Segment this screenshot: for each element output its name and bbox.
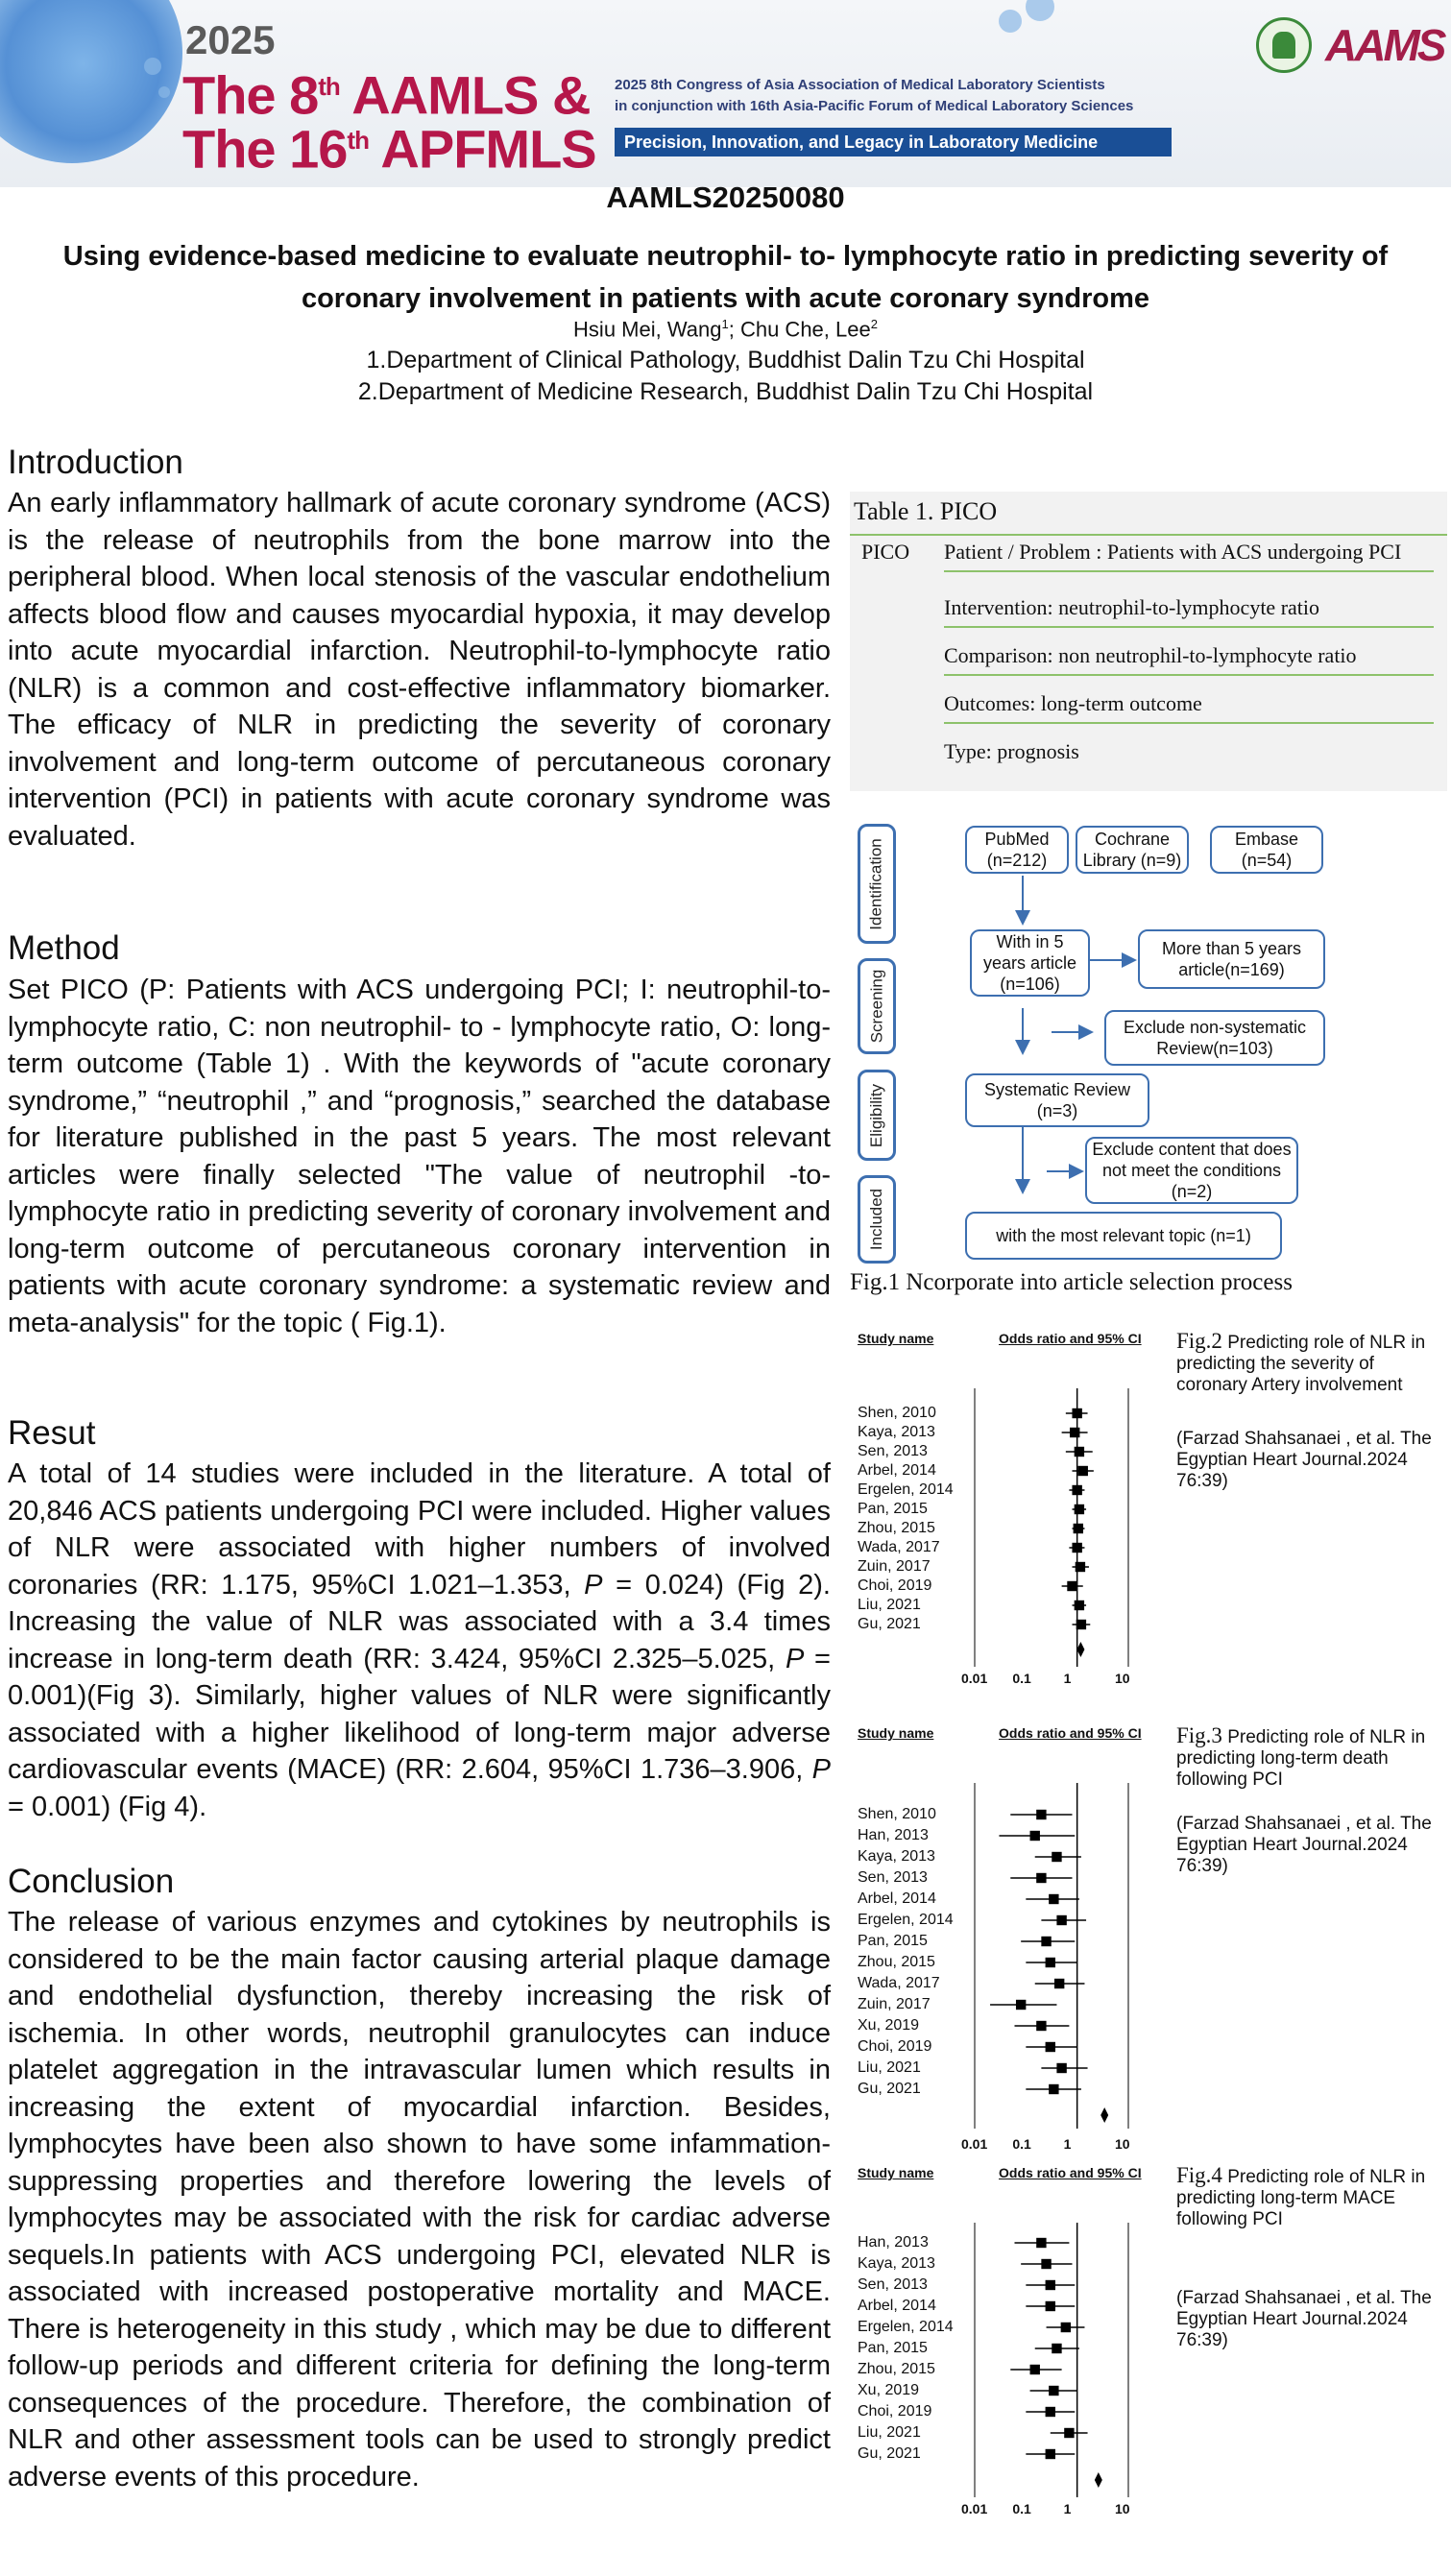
odds-ratio-marker (1075, 1601, 1084, 1610)
study-label: Zuin, 2017 (858, 1558, 931, 1575)
decor-dot (1026, 0, 1054, 21)
conference-banner (0, 0, 1451, 187)
odds-ratio-marker (1076, 1562, 1085, 1572)
aams-logo: AAMS (1325, 20, 1444, 70)
affiliation-2: 2.Department of Medicine Research, Buddhist Dalin Tzu Chi Hospital (357, 378, 1094, 405)
axis-tick-label: 0.01 (961, 2136, 988, 2152)
pico-divider (850, 534, 1447, 536)
globe-graphic (0, 0, 182, 163)
study-label: Kaya, 2013 (858, 2255, 935, 2272)
study-label: Sen, 2013 (858, 2276, 928, 2293)
study-label: Zhou, 2015 (858, 2361, 935, 2377)
axis-tick-label: 1 (1063, 1671, 1072, 1686)
study-label: Shen, 2010 (858, 1405, 936, 1421)
study-label: Kaya, 2013 (858, 1424, 935, 1440)
forest-plot-fig4 (850, 2165, 1451, 2530)
pico-table (850, 492, 1447, 791)
selection-flowchart (850, 816, 1447, 1295)
odds-ratio-marker (1075, 1447, 1084, 1457)
fp-study-header: Study name (858, 1725, 934, 1741)
banner-subtitle-1: 2025 8th Congress of Asia Association of Medical Laboratory Scientists (615, 77, 1105, 93)
pooled-estimate-diamond (1100, 2107, 1108, 2123)
abstract-code: AAMLS20250080 (606, 181, 845, 214)
study-label: Xu, 2019 (858, 2017, 920, 2034)
study-label: Ergelen, 2014 (858, 1481, 954, 1498)
study-label: Ergelen, 2014 (858, 1912, 954, 1928)
box-exclude-content: Exclude content that does not meet the conditions (n=2) (1085, 1137, 1298, 1204)
hospital-emblem-icon (1256, 17, 1312, 73)
study-label: Zhou, 2015 (858, 1954, 935, 1970)
axis-tick-label: 0.1 (1012, 2136, 1031, 2152)
banner-year: 2025 (185, 17, 276, 62)
study-label: Gu, 2021 (858, 1616, 921, 1632)
pico-row-intervention: Intervention: neutrophil-to-lymphocyte ratio (944, 595, 1434, 628)
axis-tick-label: 10 (1115, 2501, 1130, 2516)
box-more-than-5-years: More than 5 years article(n=169) (1138, 929, 1325, 989)
odds-ratio-marker (1064, 2428, 1074, 2438)
stage-included: Included (858, 1175, 896, 1264)
axis-tick-label: 10 (1115, 1671, 1130, 1686)
forest-plot-fig3 (850, 1723, 1451, 2152)
odds-ratio-marker (1061, 2323, 1071, 2332)
conclusion-heading: Conclusion (8, 1863, 175, 1900)
odds-ratio-marker (1036, 2238, 1046, 2248)
odds-ratio-marker (1074, 1524, 1083, 1533)
fig4-reference: (Farzad Shahsanaei , et al. The Egyptian Heart Journal.2024 76:39) (1176, 2288, 1432, 2350)
fp-or-header: Odds ratio and 95% CI (999, 2165, 1142, 2180)
odds-ratio-marker (1016, 2000, 1026, 2010)
odds-ratio-marker (1046, 2301, 1055, 2311)
study-label: Liu, 2021 (858, 1597, 921, 1613)
odds-ratio-marker (1072, 1485, 1081, 1495)
axis-tick-label: 1 (1063, 2136, 1072, 2152)
odds-ratio-marker (1046, 2280, 1055, 2290)
study-label: Arbel, 2014 (858, 1890, 936, 1907)
study-label: Wada, 2017 (858, 1975, 940, 1991)
odds-ratio-marker (1056, 1915, 1066, 1925)
odds-ratio-marker (1076, 1620, 1086, 1629)
odds-ratio-marker (1054, 1979, 1064, 1988)
odds-ratio-marker (1049, 2386, 1058, 2395)
study-label: Choi, 2019 (858, 1577, 932, 1594)
method-heading: Method (8, 929, 120, 967)
box-pubmed: PubMed (n=212) (965, 826, 1069, 874)
odds-ratio-marker (1078, 1466, 1088, 1476)
odds-ratio-marker (1036, 1810, 1046, 1819)
odds-ratio-marker (1067, 1581, 1076, 1591)
fig3-reference: (Farzad Shahsanaei , et al. The Egyptian Heart Journal.2024 76:39) (1176, 1814, 1432, 1876)
box-within-5-years: With in 5 years article (n=106) (970, 929, 1090, 997)
pico-row-patient: Patient / Problem : Patients with ACS undergoing PCI (944, 540, 1434, 572)
box-systematic-review: Systematic Review (n=3) (965, 1073, 1149, 1127)
study-label: Arbel, 2014 (858, 2298, 936, 2314)
fig2-reference: (Farzad Shahsanaei , et al. The Egyptian Heart Journal.2024 76:39) (1176, 1429, 1432, 1491)
box-embase: Embase (n=54) (1210, 826, 1323, 874)
odds-ratio-marker (1052, 2344, 1061, 2353)
study-label: Xu, 2019 (858, 2382, 920, 2398)
stage-screening: Screening (858, 958, 896, 1054)
decor-dot (999, 10, 1022, 33)
study-label: Pan, 2015 (858, 2340, 928, 2356)
banner-line2: The 16th APFMLS (182, 118, 596, 180)
study-label: Choi, 2019 (858, 2038, 932, 2055)
study-label: Zhou, 2015 (858, 1520, 935, 1536)
box-exclude-non-systematic: Exclude non-systematic Review(n=103) (1104, 1010, 1325, 1066)
fp-or-header: Odds ratio and 95% CI (999, 1725, 1142, 1741)
authors: Hsiu Mei, Wang$^1$; Chu Che, Lee$^2$ (573, 317, 878, 342)
study-label: Sen, 2013 (858, 1869, 928, 1886)
method-text: Set PICO (P: Patients with ACS undergoing PCI; I: neutrophil-to-lymphocyte ratio, C: non neutrophil- to - lymphocyte ratio, O: long-term outcome (Table 1) . With the keywords of "acute coronary syndrome,” “neutrophil ,” and “prognosis,” searched the database for literature published in the past 5 years. The most relevant articles were finally selected "The value of neutrophil -to- lymphocyte ratio in predicting severity of coronary involvement and long-term outcome of percutaneous coronary intervention in patients with acute coronary syndrome: a systematic review and meta-analysis" for the topic ( Fig.1). (8, 975, 831, 1338)
odds-ratio-marker (1041, 2259, 1051, 2269)
odds-ratio-marker (1072, 1408, 1081, 1418)
study-label: Liu, 2021 (858, 2059, 921, 2076)
fp-study-header: Study name (858, 1331, 934, 1346)
odds-ratio-marker (1030, 2365, 1040, 2374)
axis-tick-label: 0.1 (1012, 2501, 1031, 2516)
poster-title: Using evidence-based medicine to evaluate neutrophil- to- lymphocyte ratio in predicting severity of coronary involvement in patients with acute coronary syndrome (62, 241, 1389, 314)
study-label: Ergelen, 2014 (858, 2319, 954, 2335)
odds-ratio-marker (1046, 1958, 1055, 1967)
pooled-estimate-diamond (1076, 1642, 1084, 1657)
study-label: Pan, 2015 (858, 1501, 928, 1517)
stage-eligibility: Eligibility (858, 1070, 896, 1161)
banner-tagline: Precision, Innovation, and Legacy in Laboratory Medicine (615, 128, 1172, 156)
result-heading: Resut (8, 1414, 96, 1452)
pico-label: PICO (861, 540, 910, 564)
odds-ratio-marker (1046, 2449, 1055, 2459)
odds-ratio-marker (1072, 1543, 1081, 1553)
forest-plot-fig2 (850, 1331, 1451, 1686)
pico-row-outcomes: Outcomes: long-term outcome (944, 691, 1434, 724)
pico-caption: Table 1. PICO (854, 497, 998, 525)
axis-tick-label: 0.1 (1012, 1671, 1031, 1686)
fig1-caption: Fig.1 Ncorporate into article selection process (850, 1269, 1293, 1295)
axis-tick-label: 0.01 (961, 2501, 988, 2516)
odds-ratio-marker (1036, 1873, 1046, 1883)
study-label: Liu, 2021 (858, 2424, 921, 2441)
study-label: Gu, 2021 (858, 2081, 921, 2097)
study-label: Han, 2013 (858, 1827, 929, 1843)
decor-dot (144, 58, 161, 75)
introduction-text: An early inflammatory hallmark of acute coronary syndrome (ACS) is the release of neutrophils from the bone marrow into the peripheral blood. When local stenosis of the vascular endothelium affects blood flow and causes myocardial hypoxia, it may develop into acute myocardial infarction. Neutrophil-to-lymphocyte ratio (NLR) is a common and cost-effective inflammatory biomarker. The efficacy of NLR in predicting the severity of coronary involvement and long-term outcome of percutaneous coronary intervention (PCI) in patients with acute coronary syndrome was evaluated. (8, 488, 831, 852)
decor-dot (158, 86, 170, 98)
box-included: with the most relevant topic (n=1) (965, 1212, 1282, 1260)
result-text: A total of 14 studies were included in the literature. A total of 20,846 ACS patients undergoing PCI were included. Higher values of NLR were associated with higher numbers of involved coronaries (RR: 1.175, 95%CI 1.021–1.353, P = 0.024) (Fig 2). Increasing the value of NLR was associated with a 3.4 times increase in long-term death (RR: 3.424, 95%CI 2.325–5.025, P = 0.001)(Fig 3). Similarly, higher values of NLR were significantly associated with a higher likelihood of long-term major adverse cardiovascular events (MACE) (RR: 2.604, 95%CI 1.736–3.906, P = 0.001) (Fig 4). (8, 1458, 831, 1822)
odds-ratio-marker (1046, 2042, 1055, 2052)
study-label: Choi, 2019 (858, 2403, 932, 2420)
banner-subtitle-2: in conjunction with 16th Asia-Pacific Forum of Medical Laboratory Sciences (615, 98, 1134, 114)
odds-ratio-marker (1049, 2084, 1058, 2094)
odds-ratio-marker (1052, 1852, 1061, 1862)
odds-ratio-marker (1046, 2407, 1055, 2417)
study-label: Pan, 2015 (858, 1933, 928, 1949)
conclusion-text: The release of various enzymes and cytokines by neutrophils is considered to be the main factor causing arterial plaque damage and endothelial dysfunction, thereby increasing the risk of ischemia. In other words, neutrophil granulocytes can induce platelet aggregation in the intravascular lumen which results in increasing the extent of myocardial infarction. Besides, lymphocytes have been also shown to have some infammation-suppressing properties and therefore lowering the levels of lymphocytes may be associated with the risk for cardiac adverse sequels.In patients with ACS undergoing PCI, elevated NLR is associated with increased postoperative mortality and MACE. There is heterogeneity in this study , which may be due to different follow-up periods and different criteria for defining the long-term consequences of the procedure. Therefore, the combination of NLR and other assessment tools can be used to strongly predict adverse events of this procedure. (8, 1907, 831, 2492)
fig2-caption: Fig.2 Predicting role of NLR in predicting the severity of coronary Artery involvement (1176, 1329, 1426, 1395)
introduction-heading: Introduction (8, 444, 183, 481)
study-label: Han, 2013 (858, 2234, 929, 2251)
odds-ratio-marker (1036, 2021, 1046, 2031)
odds-ratio-marker (1056, 2063, 1066, 2073)
odds-ratio-marker (1075, 1505, 1084, 1514)
fp-or-header: Odds ratio and 95% CI (999, 1331, 1142, 1346)
study-label: Shen, 2010 (858, 1806, 936, 1822)
axis-tick-label: 10 (1115, 2136, 1130, 2152)
box-cochrane: Cochrane Library (n=9) (1076, 826, 1189, 874)
axis-tick-label: 1 (1063, 2501, 1072, 2516)
study-label: Gu, 2021 (858, 2445, 921, 2462)
study-label: Kaya, 2013 (858, 1848, 935, 1865)
study-label: Wada, 2017 (858, 1539, 940, 1555)
fp-study-header: Study name (858, 2165, 934, 2180)
affiliation-1: 1.Department of Clinical Pathology, Buddhist Dalin Tzu Chi Hospital (366, 347, 1085, 373)
odds-ratio-marker (1049, 1894, 1058, 1904)
study-label: Zuin, 2017 (858, 1996, 931, 2012)
study-label: Sen, 2013 (858, 1443, 928, 1459)
pico-row-comparison: Comparison: non neutrophil-to-lymphocyte ratio (944, 643, 1434, 676)
odds-ratio-marker (1041, 1937, 1051, 1946)
pico-row-type: Type: prognosis (944, 739, 1079, 763)
pooled-estimate-diamond (1095, 2472, 1102, 2488)
banner-line1: The 8th AAMLS & (182, 64, 591, 126)
odds-ratio-marker (1070, 1428, 1079, 1437)
fig4-caption: Fig.4 Predicting role of NLR in predicting long-term MACE following PCI (1176, 2163, 1426, 2229)
study-label: Arbel, 2014 (858, 1462, 936, 1479)
axis-tick-label: 0.01 (961, 1671, 988, 1686)
fig3-caption: Fig.3 Predicting role of NLR in predicting long-term death following PCI (1176, 1723, 1426, 1790)
stage-identification: Identification (858, 824, 896, 944)
odds-ratio-marker (1030, 1831, 1040, 1841)
